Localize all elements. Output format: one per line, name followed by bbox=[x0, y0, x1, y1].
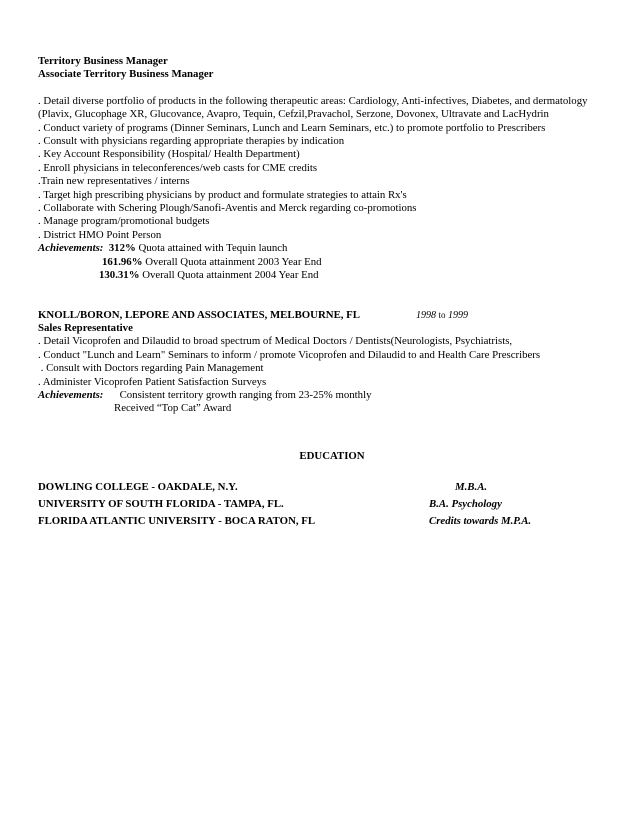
school-name: UNIVERSITY OF SOUTH FLORIDA - TAMPA, FL. bbox=[38, 498, 284, 511]
education-heading: EDUCATION bbox=[299, 449, 365, 462]
company-name: KNOLL/BORON, LEPORE AND ASSOCIATES, MELBOURNE, FL bbox=[38, 308, 360, 321]
achievement-text: Quota attained with Tequin launch bbox=[135, 242, 288, 255]
degree: B.A. Psychology bbox=[429, 498, 502, 511]
school-name: FLORIDA ATLANTIC UNIVERSITY - BOCA RATON, FL bbox=[38, 515, 316, 528]
education-item bbox=[38, 515, 598, 532]
achievement-row bbox=[38, 256, 598, 269]
duty-item: . Conduct variety of programs (Dinner Seminars, Lunch and Learn Seminars, etc.) to promote portfolio to Prescribers bbox=[38, 121, 546, 134]
job2-header bbox=[38, 309, 598, 322]
job2-title: Sales Representative bbox=[38, 321, 133, 334]
duty-item: . Detail diverse portfolio of products in the following therapeutic areas: Cardiology, Anti-infectives, Diabetes, and dermatology (Plavix, Glucophage XR, Glucovance, Avapro, Tequin, Cefzil,Pravachol, Serzone, Dovonex, Ultravate and LacHydrin bbox=[38, 94, 588, 121]
achievement-row bbox=[38, 269, 598, 282]
achievement-text: Overall Quota attainment 2004 Year End bbox=[139, 269, 319, 282]
education-list bbox=[38, 481, 598, 532]
date-start: 1998 bbox=[416, 309, 436, 321]
achievements-label: Achievements: bbox=[38, 388, 104, 401]
duty-item: . Enroll physicians in teleconferences/web casts for CME credits bbox=[38, 161, 318, 174]
duty-item: . Administer Vicoprofen Patient Satisfaction Surveys bbox=[38, 375, 267, 388]
achievement-text: Received “Top Cat” Award bbox=[114, 402, 232, 415]
job1-duties bbox=[38, 95, 598, 242]
date-separator: to bbox=[438, 309, 446, 320]
achievement-value: 161.96% bbox=[102, 255, 143, 268]
duty-item: . Manage program/promotional budgets bbox=[38, 215, 210, 228]
degree: M.B.A. bbox=[455, 481, 488, 494]
duty-item: . Target high prescribing physicians by product and formulate strategies to attain Rx's bbox=[38, 188, 407, 201]
education-item bbox=[38, 481, 598, 498]
duty-item: .Train new representatives / interns bbox=[38, 175, 190, 188]
resume-page bbox=[38, 55, 598, 532]
job-title-secondary: Associate Territory Business Manager bbox=[38, 68, 214, 81]
job-title-primary: Territory Business Manager bbox=[38, 55, 168, 67]
achievement-value: 130.31% bbox=[99, 269, 140, 282]
duty-item: . Detail Vicoprofen and Dilaudid to broad spectrum of Medical Doctors / Dentists(Neurologists, Psychiatrists, bbox=[38, 335, 513, 348]
job2-duties bbox=[38, 335, 598, 389]
duty-item: . Collaborate with Schering Plough/Sanofi-Aventis and Merck regarding co-promotions bbox=[38, 202, 417, 215]
achievement-value: 312% bbox=[108, 242, 136, 255]
achievement-row bbox=[38, 242, 598, 255]
employment-dates bbox=[416, 309, 468, 322]
duty-item: . Key Account Responsibility (Hospital/ Health Department) bbox=[38, 148, 300, 161]
school-name: DOWLING COLLEGE - OAKDALE, N.Y. bbox=[38, 481, 238, 494]
achievement-row bbox=[38, 402, 598, 415]
achievement-row bbox=[38, 389, 598, 402]
duty-item: . District HMO Point Person bbox=[38, 228, 162, 241]
achievement-text: Overall Quota attainment 2003 Year End bbox=[142, 255, 322, 268]
date-end: 1999 bbox=[448, 309, 469, 321]
duty-item: . Consult with Doctors regarding Pain Management bbox=[38, 362, 264, 375]
duty-item: . Consult with physicians regarding appropriate therapies by indication bbox=[38, 135, 345, 148]
duty-item: . Conduct "Lunch and Learn" Seminars to inform / promote Vicoprofen and Dilaudid to and Health Care Prescribers bbox=[38, 348, 541, 361]
achievements-label: Achievements: bbox=[38, 242, 104, 255]
degree: Credits towards M.P.A. bbox=[429, 515, 532, 528]
education-item bbox=[38, 498, 598, 515]
achievement-text: Consistent territory growth ranging from 23-25% monthly bbox=[119, 388, 372, 401]
